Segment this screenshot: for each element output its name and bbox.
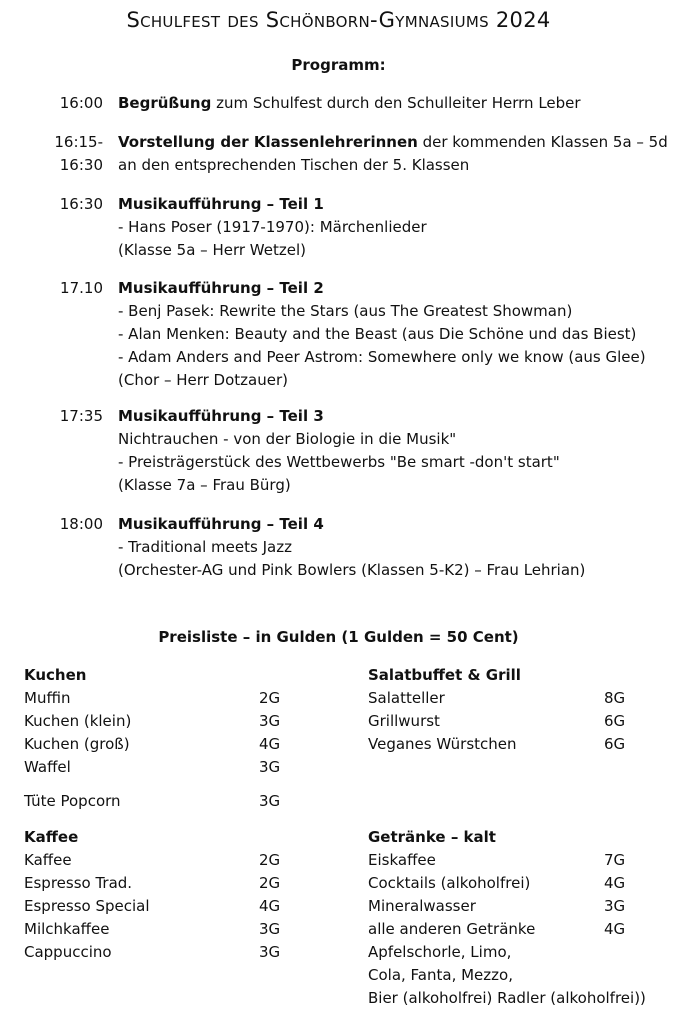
price-item-price: 8G (604, 689, 626, 707)
price-section-heading: Getränke – kalt (368, 828, 496, 846)
price-item-name: Kuchen (klein) (24, 712, 132, 730)
program-title: Musikaufführung – Teil 3 (118, 407, 324, 425)
price-item-price: 4G (604, 874, 626, 892)
price-row (368, 849, 646, 872)
program-body (118, 92, 673, 115)
program-title-line (118, 513, 673, 536)
price-item-price: 4G (259, 897, 281, 915)
price-item-price: 6G (604, 735, 626, 753)
price-item-price: 2G (259, 874, 281, 892)
price-item-name: Grillwurst (368, 712, 440, 730)
price-item-price: 2G (259, 851, 281, 869)
program-time-line: 16:00 (59, 94, 103, 112)
program-body (118, 193, 673, 262)
program-detail-line: - Adam Anders and Peer Astrom: Somewhere only we know (aus Glee) (118, 348, 646, 366)
price-item-price: 3G (259, 758, 281, 776)
price-row (24, 941, 281, 964)
price-item-price: 3G (259, 792, 281, 810)
price-item-name: Veganes Würstchen (368, 735, 517, 753)
program-body (118, 131, 673, 177)
price-note-line: Cola, Fanta, Mezzo, (368, 966, 513, 984)
program-time-line: 17:35 (59, 407, 103, 425)
program-detail-line: an den entsprechenden Tischen der 5. Klassen (118, 156, 470, 174)
program-time (60, 277, 103, 300)
price-item-name: Cocktails (alkoholfrei) (368, 874, 531, 892)
price-item-price: 6G (604, 712, 626, 730)
price-section-heading: Kaffee (24, 828, 79, 846)
price-item-price: 7G (604, 851, 626, 869)
program-detail-line: - Alan Menken: Beauty and the Beast (aus Die Schöne und das Biest) (118, 325, 637, 343)
price-row (24, 872, 281, 895)
program-heading: Programm: (291, 56, 386, 74)
price-note (368, 941, 646, 1010)
program-title: Begrüßung (118, 94, 212, 112)
program-time-line: 16:30 (59, 156, 103, 174)
program-time (54, 131, 103, 177)
program-time (60, 513, 103, 536)
program-detail-line: Nichtrauchen - von der Biologie in die Musik" (118, 430, 457, 448)
price-row (24, 710, 281, 733)
price-section-salat (368, 664, 626, 756)
price-item-name: Espresso Trad. (24, 874, 133, 892)
price-row (24, 687, 281, 710)
price-item-name: Kaffee (24, 851, 72, 869)
program-detail-line: (Klasse 7a – Frau Bürg) (118, 476, 291, 494)
price-item-price: 4G (259, 735, 281, 753)
price-item-name: Kuchen (groß) (24, 735, 130, 753)
program-title-line (118, 131, 673, 154)
price-item-name: Mineralwasser (368, 897, 476, 915)
program-time (60, 405, 103, 428)
price-row (24, 895, 281, 918)
program-detail-line: (Orchester-AG und Pink Bowlers (Klassen 5-K2) – Frau Lehrian) (118, 561, 586, 579)
price-row (368, 872, 646, 895)
program-title: Musikaufführung – Teil 4 (118, 515, 324, 533)
page-title: Schulfest des Schönborn-Gymnasiums 2024 (126, 8, 551, 32)
program-detail-line: - Preisträgerstück des Wettbewerbs "Be smart -don't start" (118, 453, 560, 471)
price-item-name: Salatteller (368, 689, 445, 707)
program-title-line (118, 277, 673, 300)
price-item-name: Muffin (24, 689, 71, 707)
price-item-price: 3G (259, 712, 281, 730)
price-row (368, 895, 646, 918)
price-row (368, 918, 646, 941)
program-detail-line: - Hans Poser (1917-1970): Märchenlieder (118, 218, 427, 236)
price-row (368, 710, 626, 733)
program-time (60, 92, 103, 115)
price-section-kaffee (24, 826, 281, 964)
price-item-price: 3G (604, 897, 626, 915)
program-detail-line: - Benj Pasek: Rewrite the Stars (aus The Greatest Showman) (118, 302, 573, 320)
program-time-line: 17.10 (60, 279, 103, 297)
price-item-name: Waffel (24, 758, 71, 776)
price-item-price: 3G (259, 943, 281, 961)
price-row (368, 733, 626, 756)
price-row (368, 687, 626, 710)
program-body (118, 513, 673, 582)
price-section-popcorn (24, 790, 281, 813)
program-detail-line: (Chor – Herr Dotzauer) (118, 371, 288, 389)
program-title-rest: der kommenden Klassen 5a – 5d (417, 133, 668, 151)
price-item-name: Milchkaffee (24, 920, 110, 938)
price-section-heading: Kuchen (24, 666, 87, 684)
price-item-price: 2G (259, 689, 281, 707)
program-title-line (118, 193, 673, 216)
program-body (118, 277, 673, 392)
price-row (24, 849, 281, 872)
program-title-line (118, 405, 673, 428)
program-title-rest: zum Schulfest durch den Schulleiter Herrn Leber (211, 94, 581, 112)
program-detail-line: - Traditional meets Jazz (118, 538, 292, 556)
price-item-name: Cappuccino (24, 943, 112, 961)
price-item-name: Tüte Popcorn (24, 792, 121, 810)
price-row (24, 733, 281, 756)
program-time-line: 16:30 (59, 195, 103, 213)
price-item-name: alle anderen Getränke (368, 920, 536, 938)
price-item-price: 4G (604, 920, 626, 938)
program-title: Musikaufführung – Teil 1 (118, 195, 324, 213)
price-list-heading: Preisliste – in Gulden (1 Gulden = 50 Cent) (158, 628, 519, 646)
program-body (118, 405, 673, 497)
price-item-price: 3G (259, 920, 281, 938)
price-item-name: Eiskaffee (368, 851, 436, 869)
price-item-name: Espresso Special (24, 897, 150, 915)
program-time (60, 193, 103, 216)
price-row (24, 918, 281, 941)
program-time-line: 16:15- (54, 133, 103, 151)
price-note-line: Bier (alkoholfrei) Radler (alkoholfrei)) (368, 989, 646, 1007)
price-note-line: Apfelschorle, Limo, (368, 943, 512, 961)
price-row (24, 756, 281, 779)
price-row (24, 790, 281, 813)
program-title-line (118, 92, 673, 115)
program-time-line: 18:00 (59, 515, 103, 533)
price-section-getraenke (368, 826, 646, 1010)
price-section-heading: Salatbuffet & Grill (368, 666, 521, 684)
program-title: Vorstellung der Klassenlehrerinnen (118, 133, 418, 151)
program-title: Musikaufführung – Teil 2 (118, 279, 324, 297)
program-detail-line: (Klasse 5a – Herr Wetzel) (118, 241, 306, 259)
price-section-kuchen (24, 664, 281, 779)
